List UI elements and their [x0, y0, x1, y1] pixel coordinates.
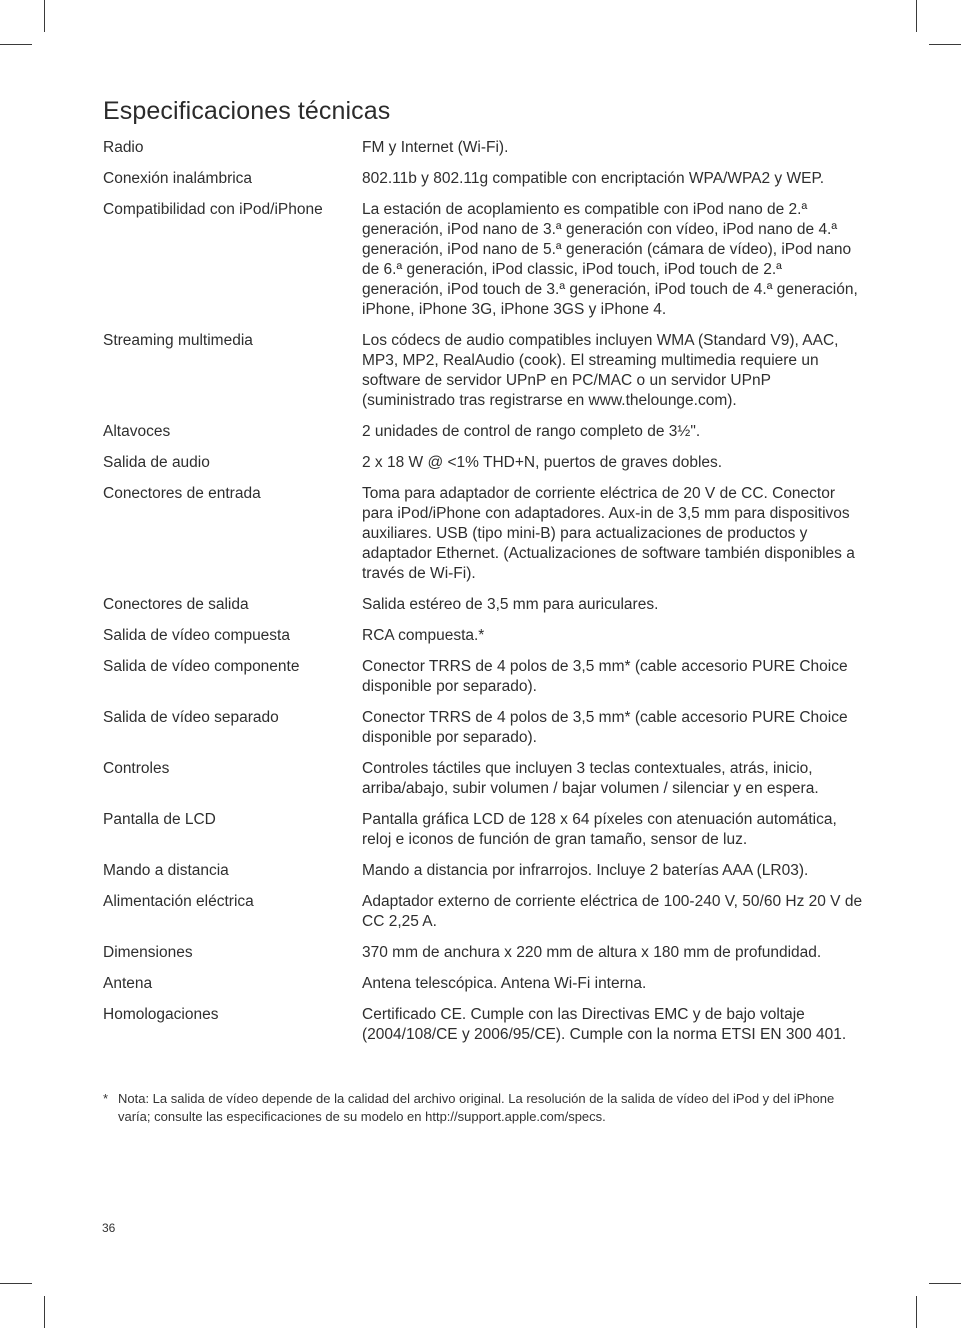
- spec-value: La estación de acoplamiento es compatible con iPod nano de 2.ª generación, iPod nano de 3.ª generación con vídeo, iPod nano de 4.ª generación, iPod nano de 5.ª generación (cámara de vídeo), iPod nano de 6.ª generación, iPod classic, iPod touch, iPod touch de 2.ª generación, iPod touch de 3.ª generación, iPod touch de 4.ª generación, iPhone, iPhone 3G, iPhone 3GS y iPhone 4.: [362, 201, 858, 318]
- spec-row: [103, 974, 863, 994]
- crop-mark: [916, 1296, 917, 1328]
- spec-value: 2 x 18 W @ <1% THD+N, puertos de graves dobles.: [362, 454, 723, 471]
- footnote-mark: *: [103, 1091, 109, 1106]
- spec-label: Salida de audio: [103, 454, 210, 471]
- spec-label: Conectores de salida: [103, 596, 249, 613]
- spec-table: [103, 138, 863, 1056]
- spec-value: Salida estéreo de 3,5 mm para auriculares.: [362, 596, 659, 613]
- spec-row: [103, 626, 863, 646]
- spec-value: Adaptador externo de corriente eléctrica de 100-240 V, 50/60 Hz 20 V de CC 2,25 A.: [362, 893, 863, 930]
- spec-label: Mando a distancia: [103, 862, 229, 879]
- spec-row: [103, 138, 863, 158]
- spec-row: [103, 331, 863, 411]
- footnote: [103, 1090, 863, 1125]
- spec-label: Alimentación eléctrica: [103, 893, 254, 910]
- spec-value: Conector TRRS de 4 polos de 3,5 mm* (cable accesorio PURE Choice disponible por separado).: [362, 709, 848, 746]
- spec-row: [103, 200, 863, 320]
- page-title: Especificaciones técnicas: [103, 97, 391, 125]
- spec-label: Compatibilidad con iPod/iPhone: [103, 201, 323, 218]
- spec-label: Radio: [103, 139, 144, 156]
- spec-row: [103, 169, 863, 189]
- spec-label: Conectores de entrada: [103, 485, 261, 502]
- crop-mark: [0, 44, 32, 45]
- spec-label: Homologaciones: [103, 1006, 219, 1023]
- spec-value: Los códecs de audio compatibles incluyen WMA (Standard V9), AAC, MP3, MP2, RealAudio (cook). El streaming multimedia requiere un software de servidor UPnP en PC/MAC o un servidor UPnP (suministrado tras registrarse en www.thelounge.com).: [362, 332, 839, 409]
- spec-value: Toma para adaptador de corriente eléctrica de 20 V de CC. Conector para iPod/iPhone con adaptadores. Aux-in de 3,5 mm para dispositivos auxiliares. USB (tipo mini-B) para actualizaciones de productos y adaptador Ethernet. (Actualizaciones de software también disponibles a través de Wi-Fi).: [362, 485, 855, 582]
- crop-mark: [916, 0, 917, 32]
- spec-row: [103, 892, 863, 932]
- spec-row: [103, 595, 863, 615]
- page-number: 36: [102, 1221, 116, 1235]
- footnote-text: Nota: La salida de vídeo depende de la calidad del archivo original. La resolución de la salida de vídeo del iPod y del iPhone varía; consulte las especificaciones de su modelo en http://support.apple.com/specs.: [118, 1091, 835, 1124]
- spec-label: Salida de vídeo separado: [103, 709, 279, 726]
- crop-mark: [929, 1283, 961, 1284]
- spec-value: 2 unidades de control de rango completo de 3½".: [362, 423, 701, 440]
- spec-value: Controles táctiles que incluyen 3 teclas contextuales, atrás, inicio, arriba/abajo, subir volumen / bajar volumen / silenciar y en espera.: [362, 760, 819, 797]
- spec-value: 802.11b y 802.11g compatible con encriptación WPA/WPA2 y WEP.: [362, 170, 825, 187]
- spec-row: [103, 759, 863, 799]
- crop-mark: [0, 1283, 32, 1284]
- spec-row: [103, 657, 863, 697]
- spec-value: Pantalla gráfica LCD de 128 x 64 píxeles con atenuación automática, reloj e iconos de función de gran tamaño, sensor de luz.: [362, 811, 837, 848]
- spec-row: [103, 453, 863, 473]
- spec-row: [103, 861, 863, 881]
- crop-mark: [44, 0, 45, 32]
- spec-row: [103, 708, 863, 748]
- spec-row: [103, 943, 863, 963]
- spec-label: Conexión inalámbrica: [103, 170, 253, 187]
- spec-row: [103, 422, 863, 442]
- spec-value: Antena telescópica. Antena Wi-Fi interna.: [362, 975, 647, 992]
- spec-value: RCA compuesta.*: [362, 627, 485, 644]
- spec-value: FM y Internet (Wi-Fi).: [362, 139, 509, 156]
- crop-mark: [44, 1296, 45, 1328]
- spec-label: Pantalla de LCD: [103, 811, 216, 828]
- spec-row: [103, 484, 863, 584]
- spec-label: Streaming multimedia: [103, 332, 253, 349]
- spec-label: Dimensiones: [103, 944, 193, 961]
- spec-value: Conector TRRS de 4 polos de 3,5 mm* (cable accesorio PURE Choice disponible por separado).: [362, 658, 848, 695]
- spec-value: Mando a distancia por infrarrojos. Incluye 2 baterías AAA (LR03).: [362, 862, 809, 879]
- spec-row: [103, 1005, 863, 1045]
- spec-label: Salida de vídeo compuesta: [103, 627, 290, 644]
- spec-label: Controles: [103, 760, 170, 777]
- spec-label: Altavoces: [103, 423, 171, 440]
- spec-label: Antena: [103, 975, 153, 992]
- spec-value: Certificado CE. Cumple con las Directivas EMC y de bajo voltaje (2004/108/CE y 2006/95/CE). Cumple con la norma ETSI EN 300 401.: [362, 1006, 847, 1043]
- spec-label: Salida de vídeo componente: [103, 658, 300, 675]
- spec-value: 370 mm de anchura x 220 mm de altura x 180 mm de profundidad.: [362, 944, 822, 961]
- crop-mark: [929, 44, 961, 45]
- spec-row: [103, 810, 863, 850]
